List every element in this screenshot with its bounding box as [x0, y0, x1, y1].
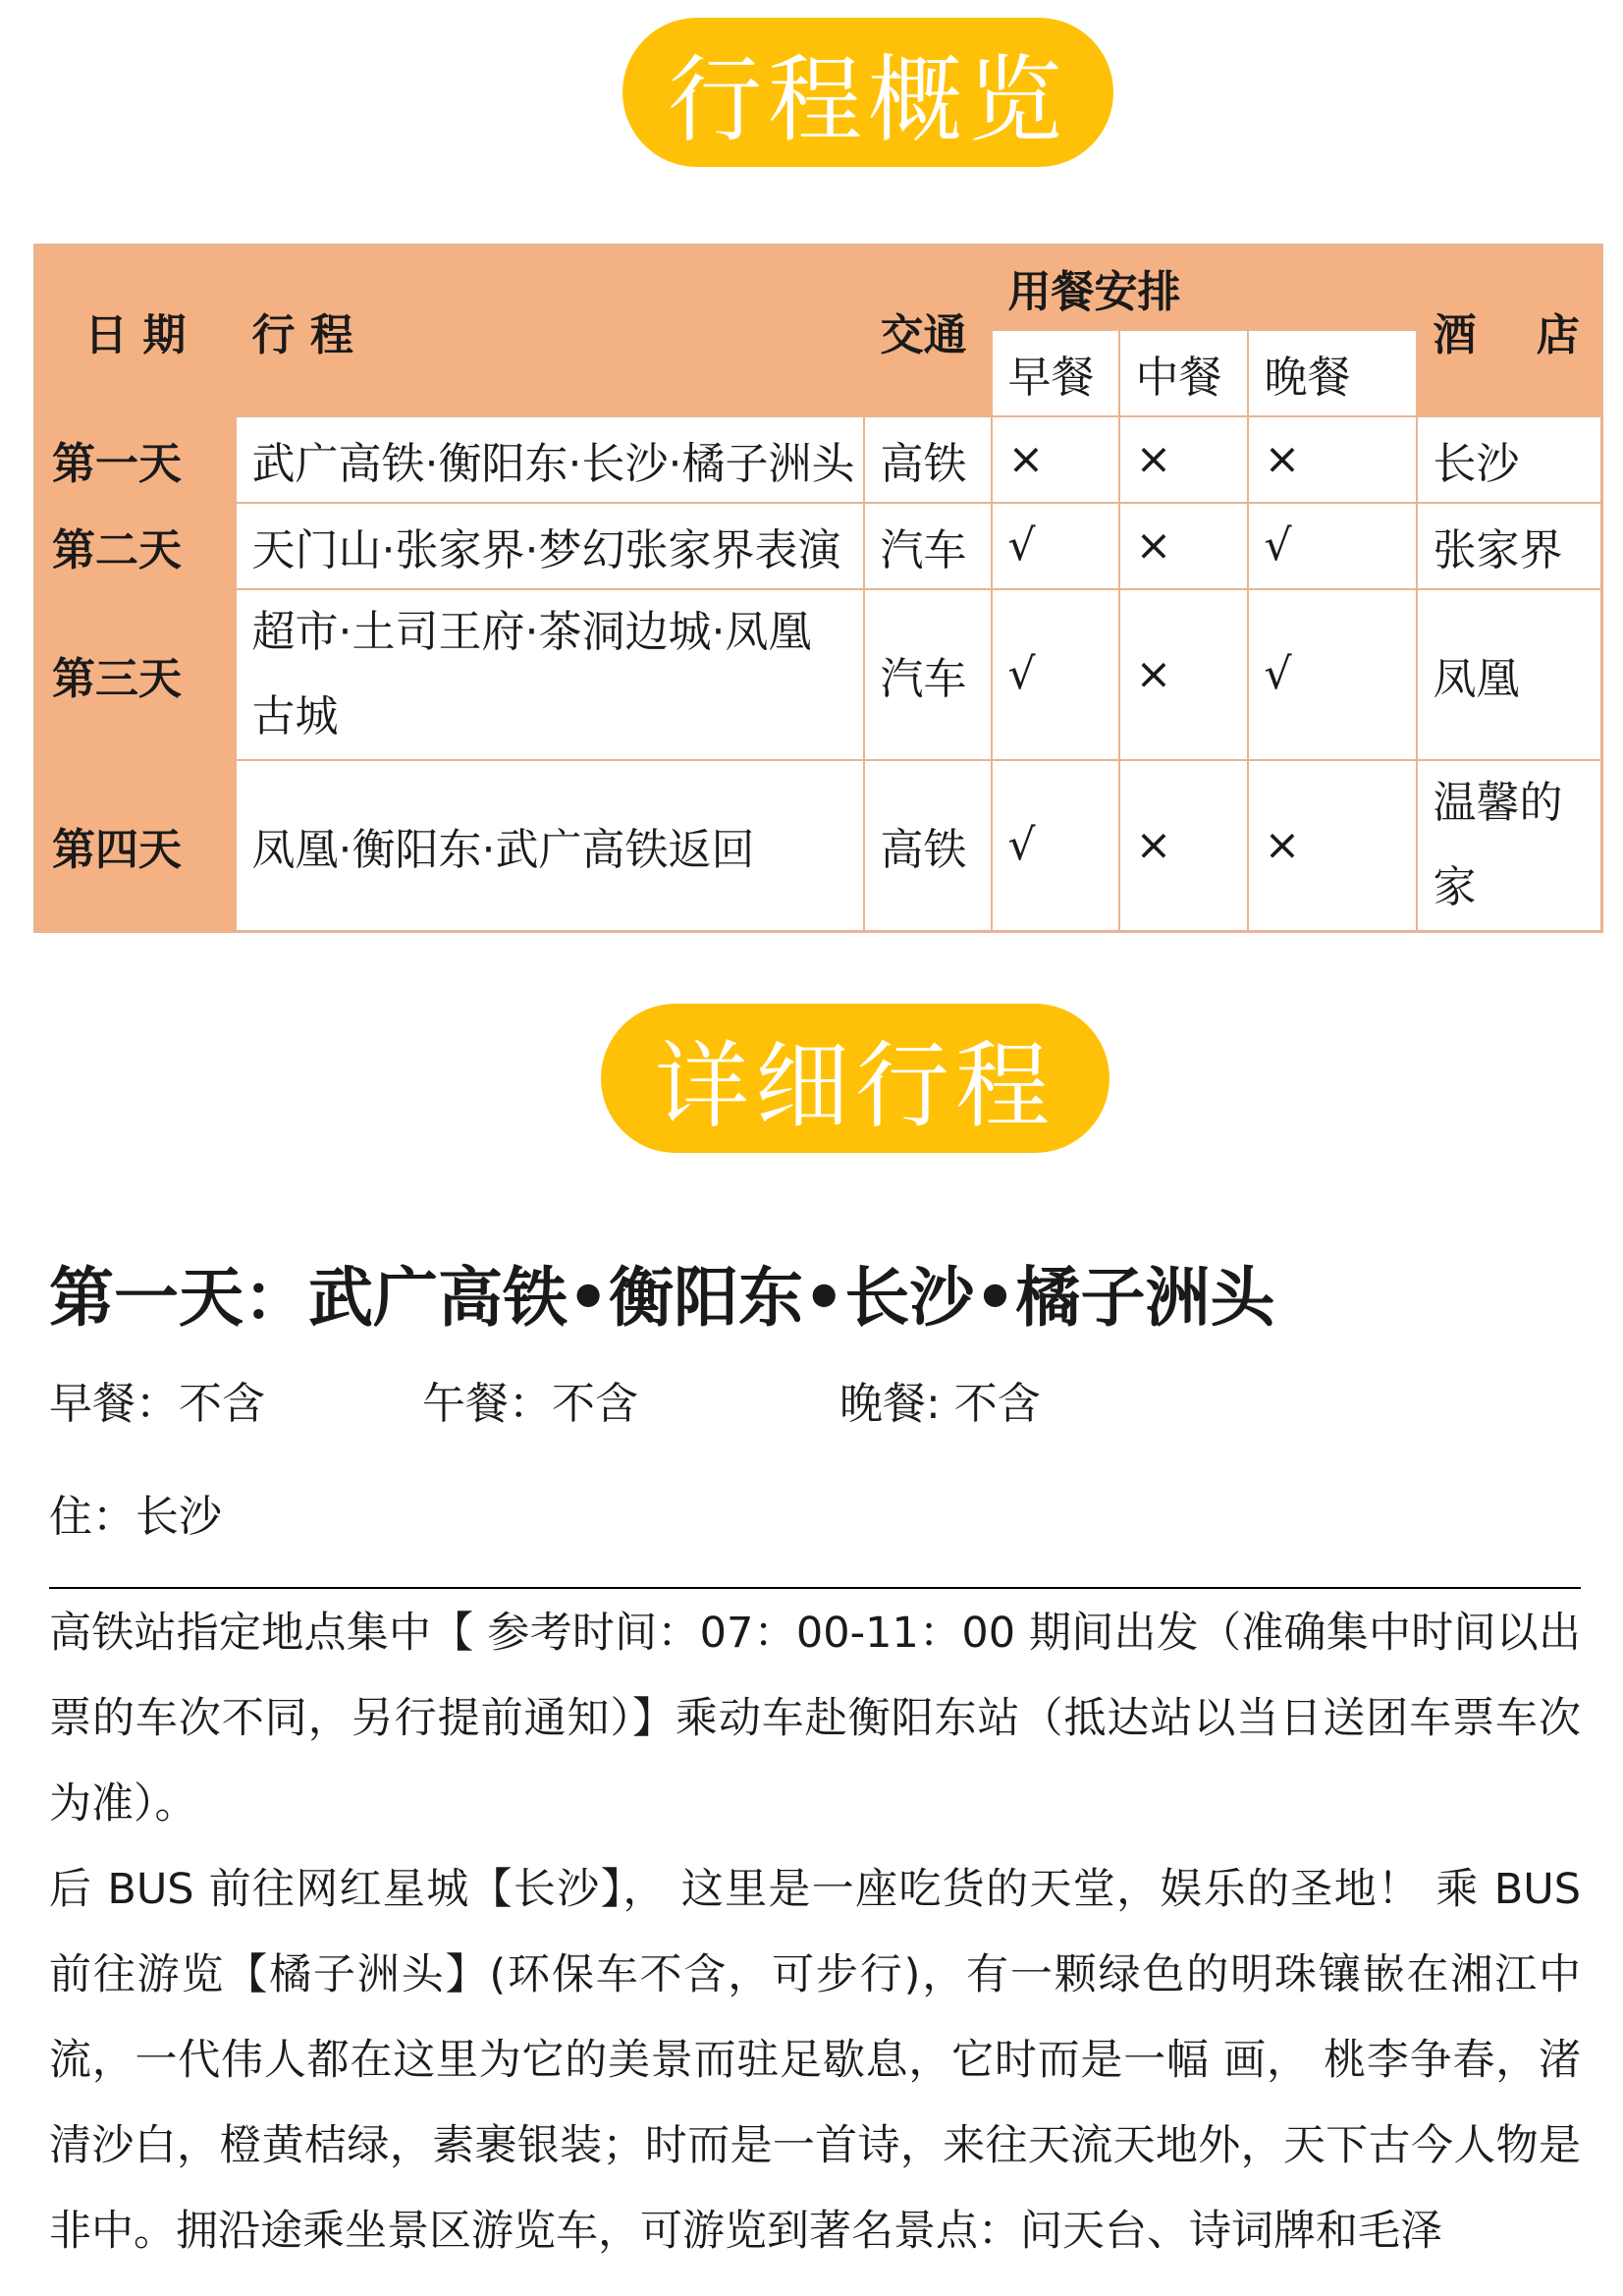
dinner-cell: √	[1248, 503, 1417, 589]
hotel-cell: 温馨的家	[1417, 760, 1602, 932]
day-one-paragraph: 后 BUS 前往网红星城【长沙】， 这里是一座吃货的天堂，娱乐的圣地！ 乘 BUS 前往游览【橘子洲头】(环保车不含，可步行)，有一颗绿色的明珠镶嵌在湘江中流，一代伟人都在这里为它的美景而驻足歇息，它时而是一幅 画， 桃李争春，渚清沙白，橙黄桔绿，素裹银装；时而是一首诗，来往天流天地外，天下古今人物是非中。拥沿途乘坐景区游览车，可游览到著名景点：问天台、诗词牌和毛泽	[49, 1865, 1581, 2256]
breakfast-cell: √	[992, 589, 1119, 760]
header-hotel: 酒 店	[1417, 246, 1602, 416]
header-lunch: 中餐	[1119, 330, 1248, 416]
lunch-cell: ×	[1119, 589, 1248, 760]
day-cell: 第三天	[35, 589, 236, 760]
itinerary-overview-table	[33, 244, 1603, 933]
transport-cell: 汽车	[864, 589, 992, 760]
breakfast-info: 早餐：不含	[49, 1379, 265, 1429]
lunch-cell: ×	[1119, 416, 1248, 503]
hotel-cell: 长沙	[1417, 416, 1602, 503]
transport-cell: 高铁	[864, 760, 992, 932]
transport-cell: 高铁	[864, 416, 992, 503]
day-one-paragraph: 高铁站指定地点集中【 参考时间：07：00-11：00 期间出发（准确集中时间以出票的车次不同，另行提前通知）】乘动车赴衡阳东站（抵达站以当日送团车票车次为准）。	[49, 1609, 1581, 1829]
header-breakfast: 早餐	[992, 330, 1119, 416]
divider	[49, 1587, 1581, 1589]
table-row	[35, 503, 1602, 589]
header-transport: 交通	[864, 246, 992, 416]
table-header-row	[35, 246, 1602, 330]
hotel-cell: 凤凰	[1417, 589, 1602, 760]
table-row	[35, 416, 1602, 503]
day-one-title: 第一天：武广高铁•衡阳东•长沙•橘子洲头	[49, 1260, 1275, 1336]
table-row	[35, 589, 1602, 760]
table-row	[35, 760, 1602, 932]
day-cell: 第二天	[35, 503, 236, 589]
dinner-cell: ×	[1248, 760, 1417, 932]
hotel-cell: 张家界	[1417, 503, 1602, 589]
route-cell: 武广高铁·衡阳东·长沙·橘子洲头	[236, 416, 864, 503]
day-cell: 第一天	[35, 416, 236, 503]
header-meals: 用餐安排	[992, 246, 1417, 330]
route-cell: 凤凰·衡阳东·武广高铁返回	[236, 760, 864, 932]
transport-cell: 汽车	[864, 503, 992, 589]
accommodation-info: 住：长沙	[49, 1492, 222, 1542]
route-cell: 超市·土司王府·茶洞边城·凤凰古城	[236, 589, 864, 760]
detail-section-title: 详细行程	[601, 1004, 1109, 1153]
breakfast-cell: ×	[992, 416, 1119, 503]
breakfast-cell: √	[992, 503, 1119, 589]
dinner-info: 晚餐: 不含	[839, 1379, 1041, 1429]
lunch-cell: ×	[1119, 503, 1248, 589]
lunch-cell: ×	[1119, 760, 1248, 932]
overview-section-title: 行程概览	[622, 18, 1113, 167]
header-dinner: 晚餐	[1248, 330, 1417, 416]
header-date: 日 期	[35, 246, 236, 416]
breakfast-cell: √	[992, 760, 1119, 932]
route-cell: 天门山·张家界·梦幻张家界表演	[236, 503, 864, 589]
day-cell: 第四天	[35, 760, 236, 932]
dinner-cell: √	[1248, 589, 1417, 760]
dinner-cell: ×	[1248, 416, 1417, 503]
lunch-info: 午餐：不含	[422, 1379, 638, 1429]
header-route: 行 程	[236, 246, 864, 416]
